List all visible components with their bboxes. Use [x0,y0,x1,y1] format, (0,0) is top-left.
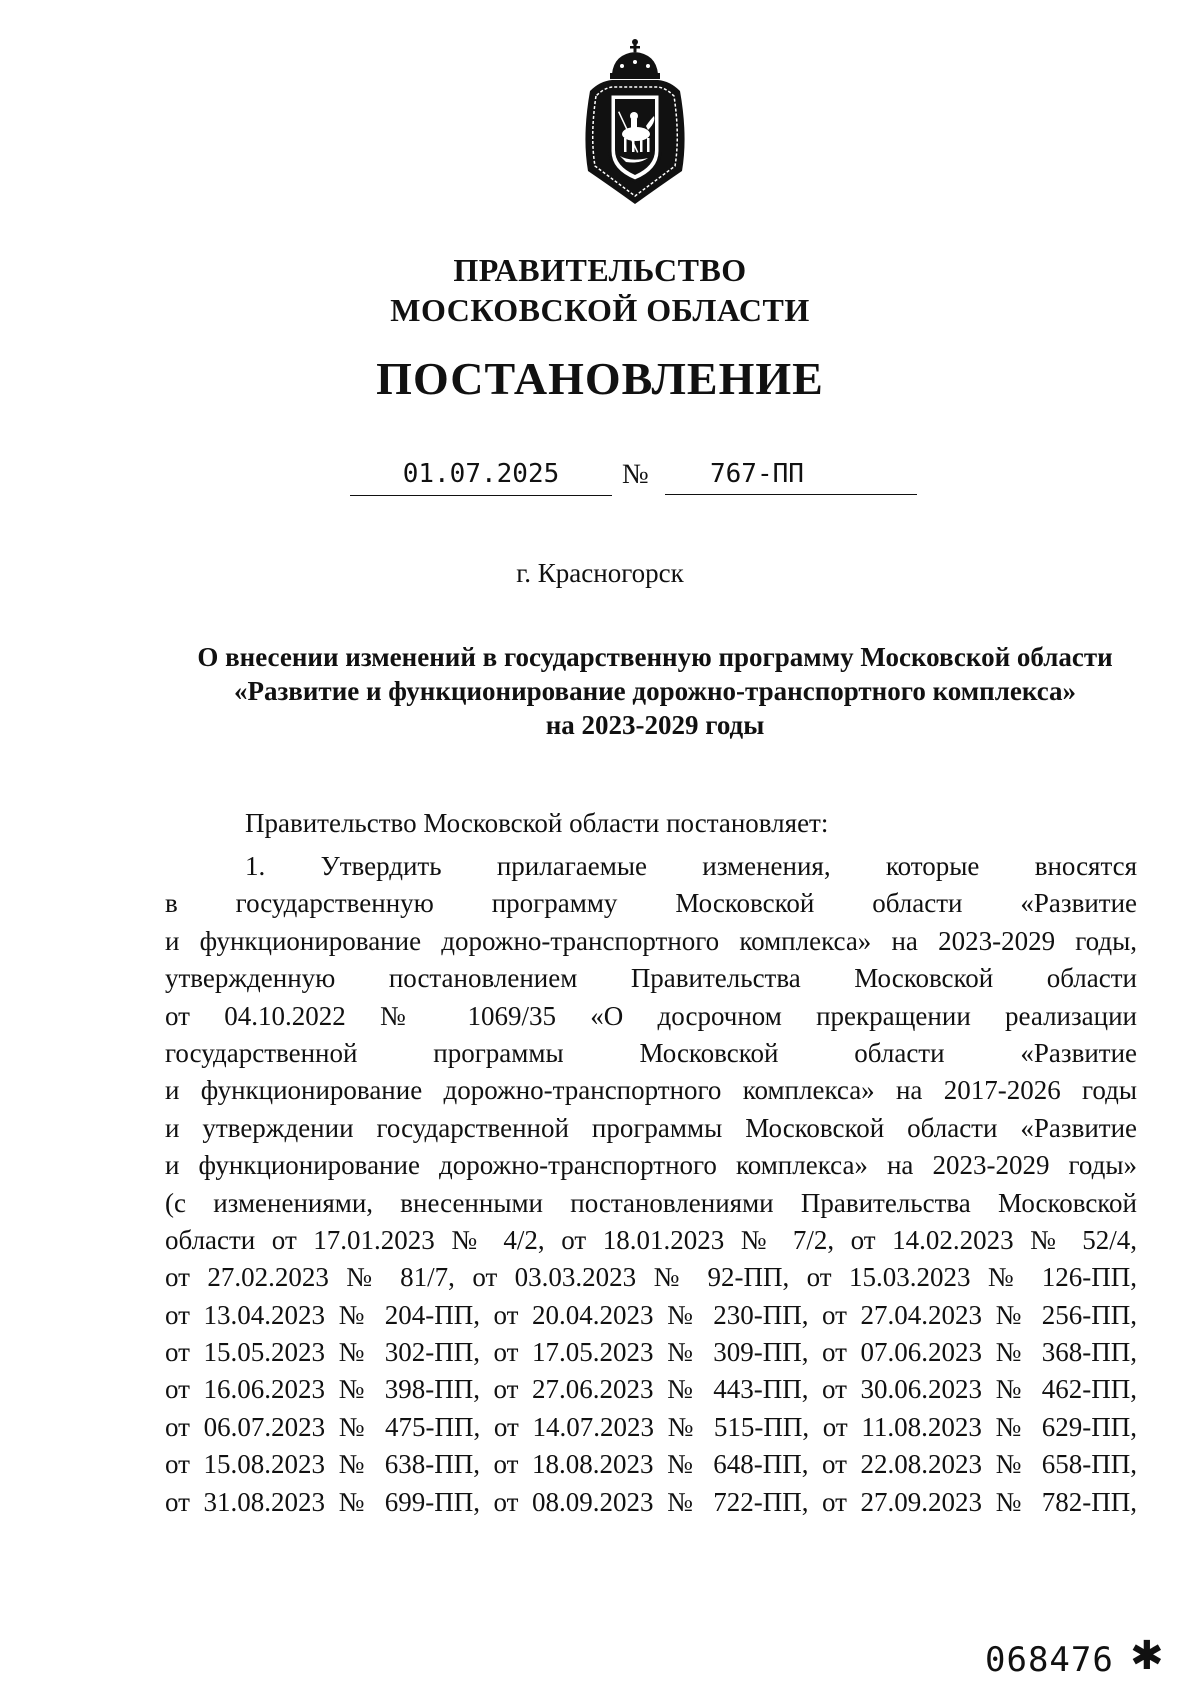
coat-of-arms-icon [570,36,700,206]
org-name-line-2: МОСКОВСКОЙ ОБЛАСТИ [390,292,810,328]
body-line: (с изменениями, внесенными постановлениями Правительства Московской [165,1187,1137,1218]
body-line: от 31.08.2023 № 699-ПП, от 08.09.2023 № 722-ПП, от 27.09.2023 № 782-ПП, [165,1486,1137,1517]
city-line: г. Красногорск [516,558,684,588]
number-sign: № [622,459,649,490]
body-line: государственной программы Московской области «Развитие [165,1037,1137,1068]
title-line-1: О внесении изменений в государственную программу Московской области [197,642,1113,672]
body-paragraph [165,848,1137,1521]
body-line: от 16.06.2023 № 398-ПП, от 27.06.2023 № 443-ПП, от 30.06.2023 № 462-ПП, [165,1374,1137,1405]
body-line: от 15.05.2023 № 302-ПП, от 17.05.2023 № 309-ПП, от 07.06.2023 № 368-ПП, [165,1337,1137,1368]
registration-number: 767-ПП [665,455,917,495]
registration-date: 01.07.2025 [350,455,612,496]
body-line: от 06.07.2023 № 475-ПП, от 14.07.2023 № 515-ПП, от 11.08.2023 № 629-ПП, [165,1411,1137,1442]
asterisk-icon: ✱ [1130,1633,1164,1679]
body-line: и утверждении государственной программы Московской области «Развитие [165,1112,1137,1143]
intro-paragraph: Правительство Московской области постановляет: [245,808,829,838]
body-line: от 13.04.2023 № 204-ПП, от 20.04.2023 № 230-ПП, от 27.04.2023 № 256-ПП, [165,1299,1137,1330]
body-line: области от 17.01.2023 № 4/2, от 18.01.2023 № 7/2, от 14.02.2023 № 52/4, [165,1224,1137,1255]
serial-number: 068476 [985,1640,1114,1680]
title-line-2: «Развитие и функционирование дорожно-транспортного комплекса» [233,676,1077,706]
document-type-heading: ПОСТАНОВЛЕНИЕ [376,353,824,404]
org-name-line-1: ПРАВИТЕЛЬСТВО [453,252,747,288]
body-line: 1. Утвердить прилагаемые изменения, которые вносятся [245,851,1137,881]
body-line: в государственную программу Московской области «Развитие [165,888,1137,919]
body-line: и функционирование дорожно-транспортного комплекса» на 2023-2029 годы» [165,1150,1137,1181]
body-line: от 15.08.2023 № 638-ПП, от 18.08.2023 № 648-ПП, от 22.08.2023 № 658-ПП, [165,1449,1137,1480]
title-line-3: на 2023-2029 годы [545,710,765,740]
body-line: и функционирование дорожно-транспортного комплекса» на 2023-2029 годы, [165,925,1137,956]
body-line: от 27.02.2023 № 81/7, от 03.03.2023 № 92-ПП, от 15.03.2023 № 126-ПП, [165,1262,1137,1293]
body-line: от 04.10.2022 № 1069/35 «О досрочном прекращении реализации [165,1000,1137,1031]
body-line: утвержденную постановлением Правительства Московской области [165,963,1137,994]
document-title [160,640,1150,742]
body-line: и функционирование дорожно-транспортного комплекса» на 2017-2026 годы [165,1075,1137,1106]
